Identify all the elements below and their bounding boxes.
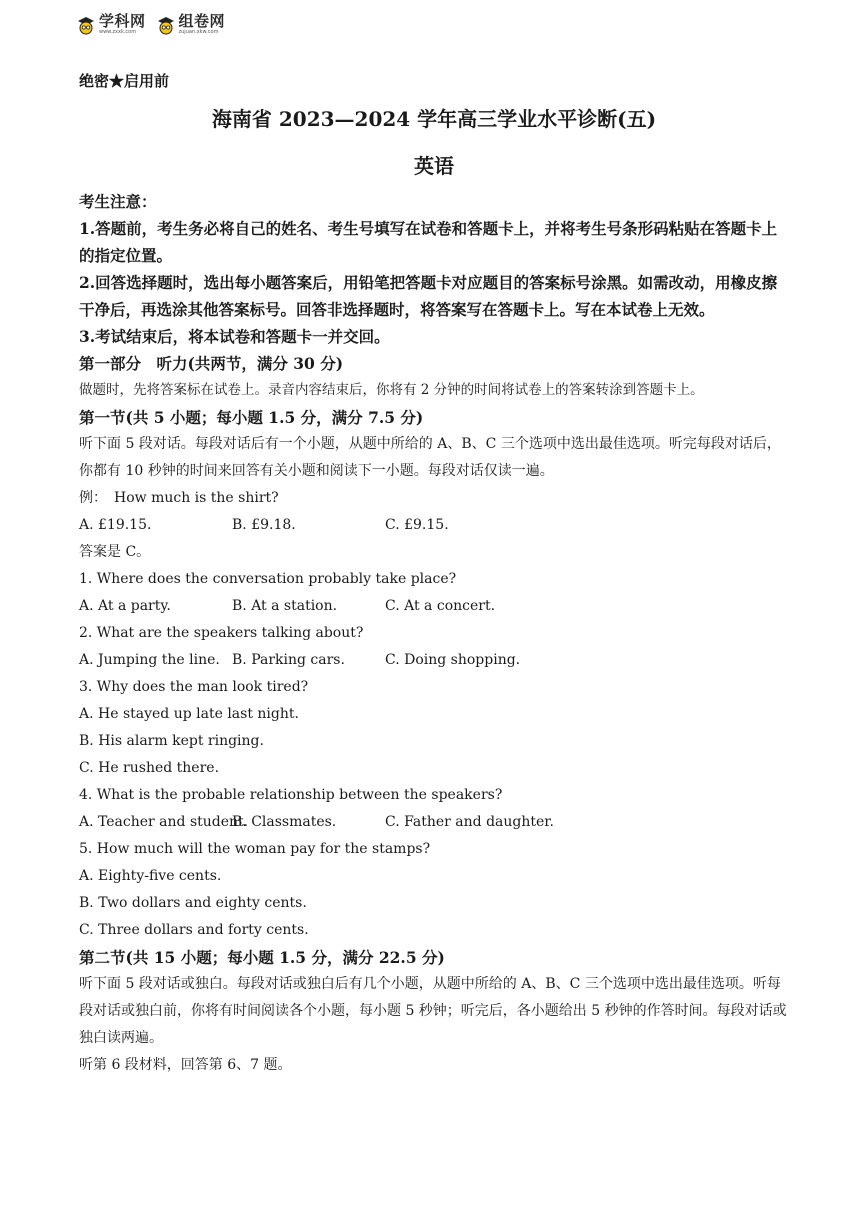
logo-name: 学科网 — [99, 12, 146, 30]
logo-url: www.zxxk.com — [99, 29, 137, 35]
part1-title: 第一部分 听力(共两节，满分 30 分) — [79, 354, 344, 373]
question-3: 3. Why does the man look tired? — [79, 679, 309, 695]
header-logos — [76, 14, 225, 35]
logo-name: 组卷网 — [178, 12, 226, 30]
section1-title: 第一节(共 5 小题；每小题 1.5 分，满分 7.5 分) — [79, 408, 424, 427]
logo-zujuanwang[interactable] — [156, 14, 226, 35]
option-a: A. £19.15. — [79, 517, 152, 533]
option-b: B. £9.18. — [232, 517, 296, 533]
option-a: A. Teacher and student. — [79, 814, 249, 830]
option-b: B. His alarm kept ringing. — [79, 733, 264, 749]
example-answer: 答案是 C。 — [79, 544, 151, 560]
option-c: C. Three dollars and forty cents. — [79, 922, 309, 938]
section2-instructions: 听下面 5 段对话或独白。每段对话或独白后有几个小题，从题中所给的 A、B、C 三个选项中选出最佳选项。听每段对话或独白前，你将有时间阅读各个小题，每小题 5 秒钟；听完后，各小题给出 5 秒钟的作答时间。每段对话或独白读两遍。 — [79, 976, 787, 1046]
example-options — [79, 512, 789, 539]
notice-item-2: 2.回答选择题时，选出每小题答案后，用铅笔把答题卡对应题目的答案标号涂黑。如需改动，用橡皮擦干净后，再选涂其他答案标号。回答非选择题时，将答案写在答题卡上。写在本试卷上无效。 — [79, 273, 778, 319]
option-b: B. Two dollars and eighty cents. — [79, 895, 307, 911]
question-1: 1. Where does the conversation probably take place? — [79, 571, 457, 587]
exam-content — [79, 188, 789, 1079]
option-c: C. At a concert. — [385, 598, 496, 614]
option-c: C. Father and daughter. — [385, 814, 554, 830]
confidential-label: 绝密★启用前 — [79, 72, 170, 90]
question-2-options — [79, 647, 789, 674]
notice-item-1: 1.答题前，考生务必将自己的姓名、考生号填写在试卷和答题卡上，并将考生号条形码粘贴在答题卡上的指定位置。 — [79, 219, 778, 265]
mascot-icon — [76, 15, 96, 35]
subject-title: 英语 — [414, 154, 454, 178]
example-question: 例： How much is the shirt? — [79, 490, 279, 506]
notice-heading: 考生注意： — [79, 192, 157, 211]
mascot-icon — [156, 15, 176, 35]
option-c: C. £9.15. — [385, 517, 449, 533]
notice-item-3: 3.考试结束后，将本试卷和答题卡一并交回。 — [79, 327, 390, 346]
exam-title: 海南省 2023—2024 学年高三学业水平诊断(五) — [211, 107, 657, 131]
logo-url: zujuan.xkw.com — [178, 29, 219, 35]
question-1-options — [79, 593, 789, 620]
logo-xuekewang[interactable] — [76, 14, 146, 35]
material-6-note: 听第 6 段材料，回答第 6、7 题。 — [79, 1057, 292, 1073]
option-a: A. At a party. — [79, 598, 171, 614]
question-4: 4. What is the probable relationship between the speakers? — [79, 787, 503, 803]
question-4-options — [79, 809, 789, 836]
question-2: 2. What are the speakers talking about? — [79, 625, 364, 641]
option-b: B. At a station. — [232, 598, 338, 614]
option-c: C. He rushed there. — [79, 760, 220, 776]
option-a: A. Jumping the line. — [79, 652, 220, 668]
option-a: A. Eighty-five cents. — [79, 868, 222, 884]
part1-intro: 做题时，先将答案标在试卷上。录音内容结束后，你将有 2 分钟的时间将试卷上的答案转涂到答题卡上。 — [79, 382, 704, 398]
option-a: A. He stayed up late last night. — [79, 706, 299, 722]
section2-title: 第二节(共 15 小题；每小题 1.5 分，满分 22.5 分) — [79, 948, 445, 967]
option-b: B. Parking cars. — [232, 652, 345, 668]
option-b: B. Classmates. — [232, 814, 337, 830]
question-5: 5. How much will the woman pay for the stamps? — [79, 841, 431, 857]
section1-instructions: 听下面 5 段对话。每段对话后有一个小题，从题中所给的 A、B、C 三个选项中选出最佳选项。听完每段对话后，你都有 10 秒钟的时间来回答有关小题和阅读下一小题。每段对话仅读一遍。 — [79, 436, 781, 479]
option-c: C. Doing shopping. — [385, 652, 521, 668]
